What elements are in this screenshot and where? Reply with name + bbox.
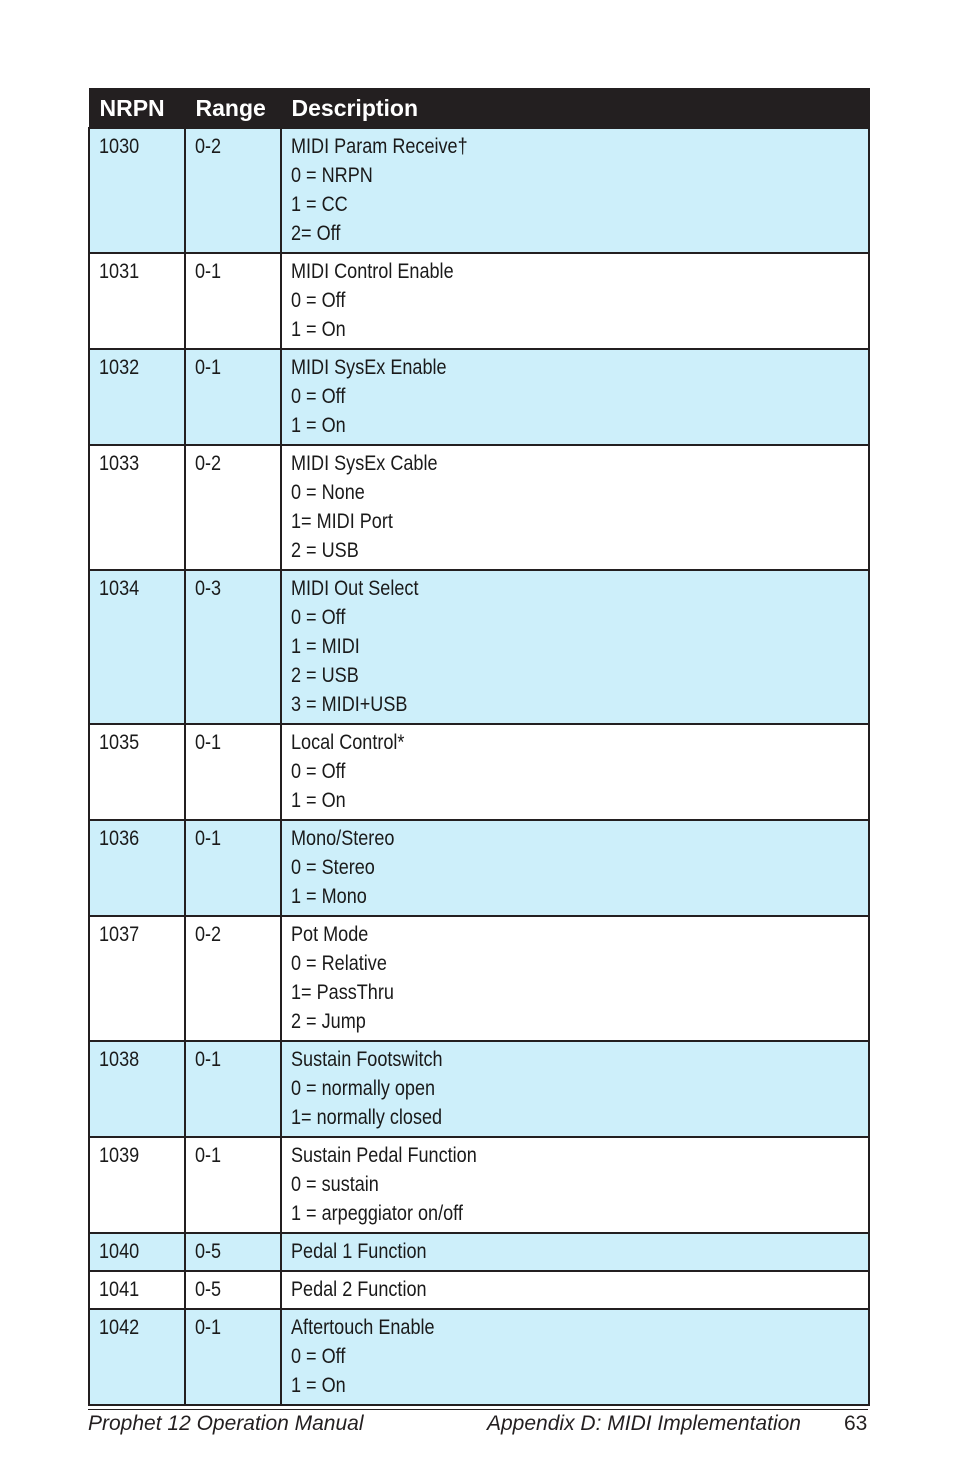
- range-value: 0-1: [195, 827, 222, 850]
- description-title: Mono/Stereo: [291, 827, 395, 850]
- description-option: 2= Off: [291, 222, 341, 245]
- range-value: 0-3: [195, 577, 222, 600]
- description-option: 2 = USB: [291, 664, 359, 687]
- description-option: 1 = On: [291, 414, 346, 437]
- nrpn-value: 1032: [99, 356, 140, 379]
- description-option: 1= PassThru: [291, 981, 394, 1004]
- nrpn-cell: [89, 445, 185, 570]
- range-cell: [185, 1271, 281, 1309]
- description-cell: [281, 820, 869, 916]
- footer-section-title: Appendix D: MIDI Implementation: [487, 1412, 801, 1435]
- range-cell: [185, 1137, 281, 1233]
- description-title: Sustain Footswitch: [291, 1048, 443, 1071]
- range-cell: [185, 349, 281, 445]
- description-lines: [291, 353, 447, 440]
- description-title: Aftertouch Enable: [291, 1316, 435, 1339]
- range-value: 0-1: [195, 1316, 222, 1339]
- description-option: 0 = Off: [291, 760, 346, 783]
- range-cell: [185, 820, 281, 916]
- nrpn-cell: [89, 1137, 185, 1233]
- description-option: 1= normally closed: [291, 1106, 443, 1129]
- description-title: Pedal 1 Function: [291, 1240, 427, 1263]
- description-cell: [281, 253, 869, 349]
- nrpn-cell: [89, 1233, 185, 1271]
- table-row: [89, 724, 869, 820]
- range-value: 0-1: [195, 260, 222, 283]
- description-cell: [281, 1041, 869, 1137]
- description-cell: [281, 916, 869, 1041]
- description-option: 1 = MIDI: [291, 635, 360, 658]
- description-cell: [281, 1271, 869, 1309]
- nrpn-cell: [89, 724, 185, 820]
- description-option: 1 = On: [291, 318, 346, 341]
- description-cell: [281, 128, 869, 253]
- description-option: 1 = CC: [291, 193, 348, 216]
- table-row: [89, 1137, 869, 1233]
- description-option: 0 = normally open: [291, 1077, 436, 1100]
- description-cell: [281, 349, 869, 445]
- description-lines: [291, 920, 394, 1036]
- description-option: 1= MIDI Port: [291, 510, 393, 533]
- table-row: [89, 349, 869, 445]
- header-range: Range: [185, 89, 281, 129]
- nrpn-cell: [89, 253, 185, 349]
- table-row: [89, 1233, 869, 1271]
- description-option: 0 = NRPN: [291, 164, 373, 187]
- nrpn-cell: [89, 1271, 185, 1309]
- description-lines: [291, 1275, 427, 1304]
- range-cell: [185, 1041, 281, 1137]
- description-option: 0 = Stereo: [291, 856, 375, 879]
- table-row: [89, 128, 869, 253]
- description-option: 0 = Off: [291, 289, 346, 312]
- description-title: MIDI SysEx Enable: [291, 356, 447, 379]
- table-row: [89, 445, 869, 570]
- description-lines: [291, 132, 468, 248]
- table-header-row: [89, 89, 869, 129]
- description-lines: [291, 1313, 435, 1400]
- range-cell: [185, 570, 281, 724]
- description-lines: [291, 1141, 477, 1228]
- range-value: 0-1: [195, 1048, 222, 1071]
- description-title: Local Control*: [291, 731, 405, 754]
- nrpn-value: 1035: [99, 731, 140, 754]
- description-option: 2 = Jump: [291, 1010, 366, 1033]
- description-lines: [291, 824, 394, 911]
- footer-divider: [88, 1409, 868, 1410]
- description-title: Pot Mode: [291, 923, 369, 946]
- nrpn-cell: [89, 570, 185, 724]
- range-value: 0-2: [195, 923, 222, 946]
- range-cell: [185, 445, 281, 570]
- nrpn-value: 1034: [99, 577, 140, 600]
- range-cell: [185, 724, 281, 820]
- description-option: 3 = MIDI+USB: [291, 693, 408, 716]
- nrpn-cell: [89, 349, 185, 445]
- description-option: 0 = sustain: [291, 1173, 379, 1196]
- range-value: 0-5: [195, 1278, 222, 1301]
- range-cell: [185, 128, 281, 253]
- description-cell: [281, 1233, 869, 1271]
- range-cell: [185, 1309, 281, 1405]
- range-value: 0-1: [195, 731, 222, 754]
- description-lines: [291, 728, 404, 815]
- header-description: Description: [281, 89, 869, 129]
- description-cell: [281, 445, 869, 570]
- description-option: 0 = Relative: [291, 952, 387, 975]
- nrpn-value: 1041: [99, 1278, 140, 1301]
- description-option: 1 = On: [291, 1374, 346, 1397]
- range-value: 0-1: [195, 1144, 222, 1167]
- nrpn-cell: [89, 916, 185, 1041]
- nrpn-value: 1037: [99, 923, 140, 946]
- nrpn-value: 1030: [99, 135, 140, 158]
- description-option: 1 = arpeggiator on/off: [291, 1202, 463, 1225]
- nrpn-value: 1038: [99, 1048, 140, 1071]
- description-title: Pedal 2 Function: [291, 1278, 427, 1301]
- description-title: Sustain Pedal Function: [291, 1144, 477, 1167]
- description-option: 1 = On: [291, 789, 346, 812]
- description-lines: [291, 1237, 427, 1266]
- nrpn-table: [88, 88, 870, 1406]
- nrpn-value: 1039: [99, 1144, 140, 1167]
- description-option: 2 = USB: [291, 539, 359, 562]
- description-title: MIDI SysEx Cable: [291, 452, 438, 475]
- description-lines: [291, 574, 418, 719]
- nrpn-value: 1031: [99, 260, 140, 283]
- table-body: [89, 128, 869, 1405]
- header-nrpn: NRPN: [89, 89, 185, 129]
- description-option: 0 = Off: [291, 385, 346, 408]
- description-lines: [291, 449, 438, 565]
- description-lines: [291, 257, 454, 344]
- table-row: [89, 1041, 869, 1137]
- range-value: 0-2: [195, 452, 222, 475]
- description-cell: [281, 724, 869, 820]
- footer-page-number: 63: [844, 1412, 868, 1435]
- table-row: [89, 820, 869, 916]
- range-value: 0-5: [195, 1240, 222, 1263]
- description-title: MIDI Param Receive†: [291, 135, 468, 158]
- description-option: 0 = None: [291, 481, 365, 504]
- range-cell: [185, 916, 281, 1041]
- nrpn-cell: [89, 1309, 185, 1405]
- table-row: [89, 570, 869, 724]
- description-title: MIDI Control Enable: [291, 260, 454, 283]
- range-cell: [185, 1233, 281, 1271]
- range-value: 0-2: [195, 135, 222, 158]
- table-row: [89, 253, 869, 349]
- nrpn-cell: [89, 820, 185, 916]
- description-cell: [281, 570, 869, 724]
- table-row: [89, 1271, 869, 1309]
- footer-manual-title: Prophet 12 Operation Manual: [88, 1412, 364, 1435]
- description-lines: [291, 1045, 443, 1132]
- description-title: MIDI Out Select: [291, 577, 419, 600]
- description-option: 1 = Mono: [291, 885, 367, 908]
- nrpn-cell: [89, 1041, 185, 1137]
- description-option: 0 = Off: [291, 606, 346, 629]
- nrpn-value: 1036: [99, 827, 140, 850]
- range-cell: [185, 253, 281, 349]
- nrpn-cell: [89, 128, 185, 253]
- table-row: [89, 1309, 869, 1405]
- nrpn-value: 1033: [99, 452, 140, 475]
- nrpn-value: 1040: [99, 1240, 140, 1263]
- description-cell: [281, 1137, 869, 1233]
- description-option: 0 = Off: [291, 1345, 346, 1368]
- nrpn-value: 1042: [99, 1316, 140, 1339]
- description-cell: [281, 1309, 869, 1405]
- table-row: [89, 916, 869, 1041]
- range-value: 0-1: [195, 356, 222, 379]
